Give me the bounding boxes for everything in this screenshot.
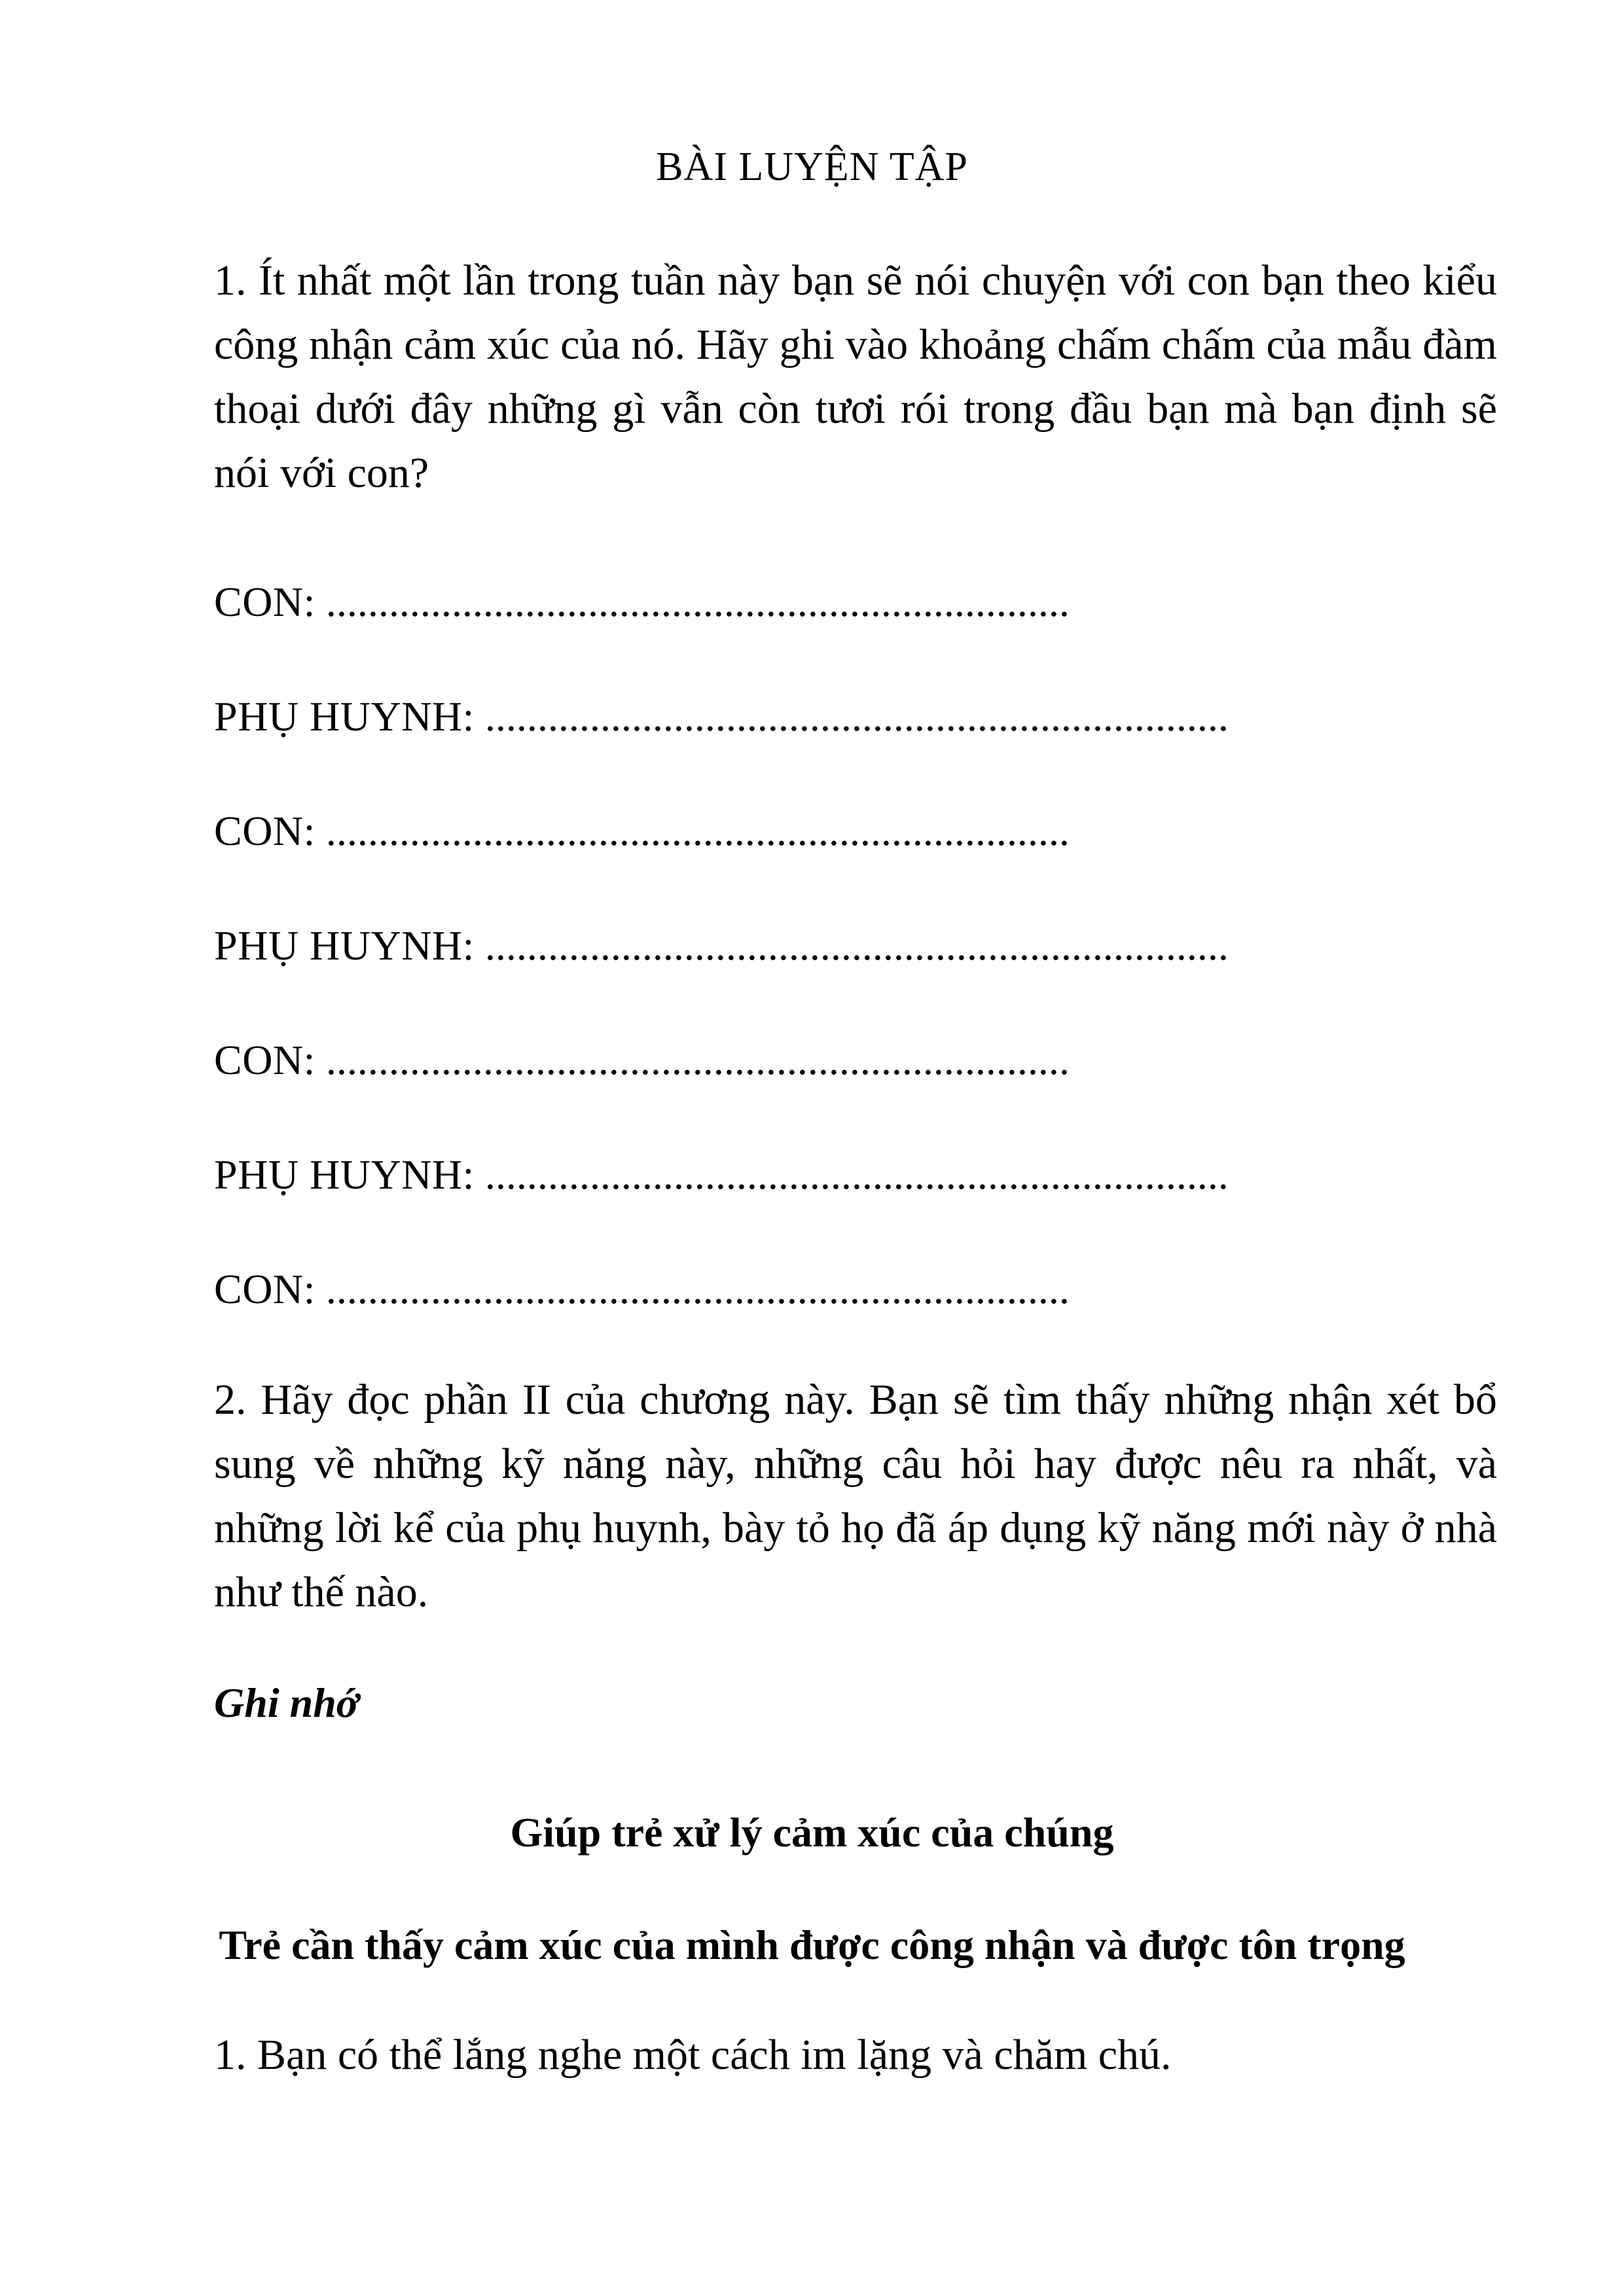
section-subheading: Trẻ cần thấy cảm xúc của mình được công nhận và được tôn trọng xyxy=(219,1922,1405,1968)
page-title: BÀI LUYỆN TẬP xyxy=(656,145,968,189)
dialogue-speaker: PHỤ HUYNH: xyxy=(214,922,475,969)
dialogue-blank: ....................................................................... xyxy=(484,1151,1229,1198)
dialogue-blank: ....................................................................... xyxy=(325,1266,1070,1312)
section-heading: Giúp trẻ xử lý cảm xúc của chúng xyxy=(510,1809,1114,1856)
dialogue-blank: ....................................................................... xyxy=(484,693,1229,740)
dialogue-speaker: CON: xyxy=(214,808,316,854)
dialogue-line xyxy=(214,805,1392,857)
dialogue-speaker: PHỤ HUYNH: xyxy=(214,693,475,740)
dialogue-blank: ....................................................................... xyxy=(325,1037,1070,1083)
dialogue-line xyxy=(214,691,1392,743)
remember-point-1: 1. Bạn có thể lắng nghe một cách im lặng và chăm chú. xyxy=(214,2031,1172,2079)
dialogue-blank: ....................................................................... xyxy=(325,579,1070,625)
dialogue-line xyxy=(214,576,1392,628)
exercise-paragraph-1-text: 1. Ít nhất một lần trong tuần này bạn sẽ nói chuyện với con bạn theo kiểu công nhận cảm xúc của nó. Hãy ghi vào khoảng chấm chấm của mẫu đàm thoại dưới đây những gì vẫn còn tươi rói trong đầu bạn mà bạn định sẽ nói với con? xyxy=(214,257,1497,497)
dialogue-line xyxy=(214,920,1392,972)
dialogue-line xyxy=(214,1149,1392,1201)
exercise-paragraph-2 xyxy=(214,1368,1497,1624)
ghi-nho-heading: Ghi nhớ xyxy=(214,1679,359,1726)
dialogue-speaker: CON: xyxy=(214,579,316,625)
dialogue-blank: ....................................................................... xyxy=(484,922,1229,969)
dialogue-speaker: PHỤ HUYNH: xyxy=(214,1151,475,1198)
dialogue-blank: ....................................................................... xyxy=(325,808,1070,854)
dialogue-speaker: CON: xyxy=(214,1266,316,1312)
exercise-paragraph-1 xyxy=(214,249,1497,505)
dialogue-line xyxy=(214,1034,1392,1086)
dialogue-speaker: CON: xyxy=(214,1037,316,1083)
exercise-paragraph-2-text: 2. Hãy đọc phần II của chương này. Bạn sẽ tìm thấy những nhận xét bổ sung về những kỹ năng này, những câu hỏi hay được nêu ra nhất, và những lời kể của phụ huynh, bày tỏ họ đã áp dụng kỹ năng mới này ở nhà như thế nào. xyxy=(214,1376,1497,1616)
dialogue-line xyxy=(214,1263,1392,1316)
